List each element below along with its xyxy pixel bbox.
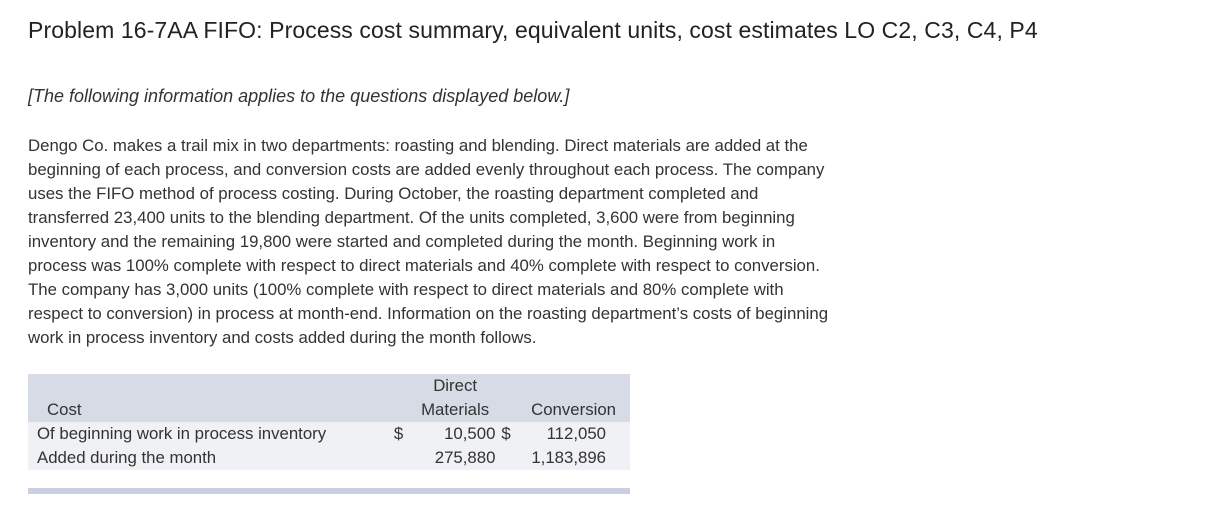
- header-direct: Direct: [415, 374, 502, 398]
- currency-symbol: [501, 446, 519, 470]
- row-label: Added during the month: [28, 446, 390, 470]
- header-conversion: Conversion: [519, 398, 630, 422]
- table-header-row: [28, 374, 630, 398]
- problem-title: Problem 16-7AA FIFO: Process cost summary, equivalent units, cost estimates LO C2, C3, C4, P4: [28, 17, 1038, 43]
- table-footer-bar: [28, 488, 630, 494]
- table-row: [28, 422, 630, 446]
- row-label: Of beginning work in process inventory: [28, 422, 390, 446]
- description-line: transferred 23,400 units to the blending department. Of the units completed, 3,600 were from beginning: [28, 208, 795, 227]
- description-line: inventory and the remaining 19,800 were started and completed during the month. Beginning work in: [28, 232, 776, 251]
- direct-materials-value: 275,880: [415, 446, 502, 470]
- description-line: uses the FIFO method of process costing. During October, the roasting department completed and: [28, 184, 759, 203]
- table-header-row: [28, 398, 630, 422]
- conversion-value: 112,050: [519, 422, 630, 446]
- intro-note: [The following information applies to the questions displayed below.]: [28, 86, 570, 106]
- description-line: work in process inventory and costs added during the month follows.: [28, 328, 537, 347]
- description-line: Dengo Co. makes a trail mix in two departments: roasting and blending. Direct materials are added at the: [28, 136, 808, 155]
- cost-table: [28, 374, 630, 494]
- currency-symbol: [390, 446, 415, 470]
- header-materials: Materials: [415, 398, 502, 422]
- table-row: [28, 446, 630, 470]
- problem-description: [28, 134, 958, 350]
- currency-symbol: $: [501, 422, 519, 446]
- description-line: beginning of each process, and conversion costs are added evenly throughout each process. The company: [28, 160, 825, 179]
- currency-symbol: $: [390, 422, 415, 446]
- header-cost: Cost: [28, 398, 390, 422]
- description-line: The company has 3,000 units (100% complete with respect to direct materials and 80% complete with: [28, 280, 784, 299]
- conversion-value: 1,183,896: [519, 446, 630, 470]
- description-line: respect to conversion) in process at month-end. Information on the roasting department’s costs of beginning: [28, 304, 829, 323]
- description-line: process was 100% complete with respect to direct materials and 40% complete with respect to conversion.: [28, 256, 820, 275]
- direct-materials-value: 10,500: [415, 422, 502, 446]
